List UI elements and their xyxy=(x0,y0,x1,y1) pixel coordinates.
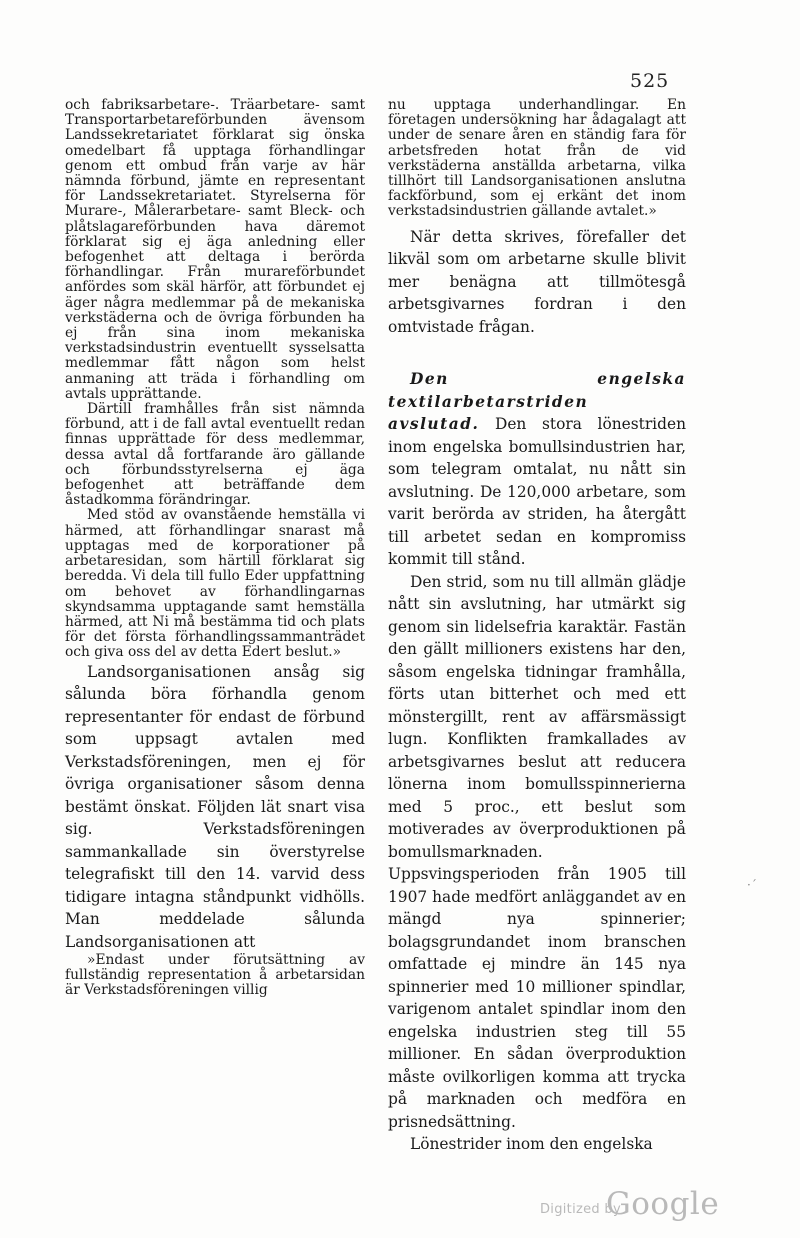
paragraph-left-4: Landsorganisationen ansåg sig sålunda böra förhandla genom representanter för endast de förbund som uppsagt avtalen med Verkstadsföreningen, men ej för övriga organisationer såsom denna bestämt önskat. Följden lät snart visa sig. Verkstadsföreningen sammankallade sin överstyrelse telegrafiskt till den 14. varvid dess tidigare intagna ståndpunkt vidhölls. Man meddelade sålunda Landsorganisationen att xyxy=(65,662,365,951)
paragraph-right-quote-end: nu upptaga underhandlingar. En företagen undersökning har ådagalagt att under de senare åren en ständig fara för arbetsfreden hotat från de vid verkstäderna anställda arbetarna, vilka tillhört till Landsorganisationen anslutna fackförbund, som ej erkänt det inom verkstadsindustrien gällande avtalet.» xyxy=(388,97,686,220)
paragraph-left-2: Därtill framhålles från sist nämnda förbund, att i de fall avtal eventuellt redan finnas upprättade för dess medlemmar, dessa avtal då fortfarande äro gällande och förbundsstyrelserna ej äga befogenhet att beträffande dem åstadkomma förändringar. xyxy=(65,401,365,509)
paragraph-left-5: »Endast under förutsättning av fullständig representation å arbetarsidan är Verkstadsföreningen villig xyxy=(65,952,365,999)
article-heading: Den engelska textilarbetarstriden avslutad. xyxy=(388,370,686,434)
article-paragraph-3: Lönestrider inom den engelska xyxy=(410,1135,653,1154)
digitized-watermark xyxy=(540,1186,770,1226)
paragraph-left-1: och fabriksarbetare-. Träarbetare- samt Transportarbetareförbunden ävensom Landssekretariatet förklarat sig önska omedelbart få upptaga förhandlingar genom ett ombud från varje av här nämnda förbund, jämte en representant för Landssekretariatet. Styrelserna för Murare-, Målerarbetare- samt Bleck- och plåtslagareförbunden hava däremot förklarat sig ej äga anledning eller befogenhet att deltaga i berörda förhandlingar. Från murareförbundet anfördes som skäl härför, att förbundet ej äger några medlemmar på de mekaniska verkstäderna och de övriga förbunden ha ej från sina inom mekaniska verkstadsindustrin eventuellt sysselsatta medlemmar fått någon som helst anmaning att träda i förhandling om avtals upprättande. xyxy=(65,97,365,402)
right-column xyxy=(388,98,686,1156)
digitized-by-text: Digitized by xyxy=(540,1202,621,1217)
page-number: 525 xyxy=(630,70,670,92)
article-lead: Den stora lönestriden inom engelska bomullsindustrien har, som telegram omtalat, nu nått sin avslutning. De 120,000 arbetare, som varit berörda av striden, ha återgått till arbetet sedan en kompromiss kommit till stånd. xyxy=(388,415,686,569)
paragraph-right-comment: När detta skrives, förefaller det likväl som om arbetarne skulle blivit mer benägna att tillmötesgå arbetsgivarnes fordran i den omtvistade frågan. xyxy=(388,227,686,336)
left-column xyxy=(65,98,365,999)
google-logo: Google xyxy=(606,1186,720,1222)
article-paragraph-1 xyxy=(388,368,686,571)
article-paragraph-2: Den strid, som nu till allmän glädje nått sin avslutning, har utmärkt sig genom sin lidelsefria karaktär. Fastän den gällt millioners existens har den, såsom engelska tidningar framhålla, förts utan bitterhet och med ett mönstergillt, rent av affärsmässigt lugn. Konflikten framkallades av arbetsgivarnes beslut att reducera lönerna inom bomullsspinnerierna med 5 proc., ett beslut som motiverades av överproduktionen på bomullsmarknaden. Uppsvingsperioden från 1905 till 1907 hade medfört anläggandet av en mängd nya spinnerier; bolagsgrundandet inom branschen omfattade ej mindre än 145 nya spinnerier med 10 millioner spindlar, varigenom antalet spindlar inom den engelska industrien steg till 55 millioner. En sådan överproduktion måste ovilkorligen komma att trycka på marknaden och medföra en prisnedsättning. xyxy=(388,572,686,1131)
margin-mark: ·´ xyxy=(747,878,757,892)
paragraph-left-3: Med stöd av ovanstående hemställa vi härmed, att förhandlingar snarast må upptagas med de korporationer på arbetaresidan, som härtill förklarat sig beredda. Vi dela till fullo Eder uppfattning om behovet av förhandlingarnas skyndsamma upptagande samt hemställa härmed, att Ni må bestämma tid och plats för det första förhandlingssammanträdet och giva oss del av detta Edert beslut.» xyxy=(65,507,365,661)
